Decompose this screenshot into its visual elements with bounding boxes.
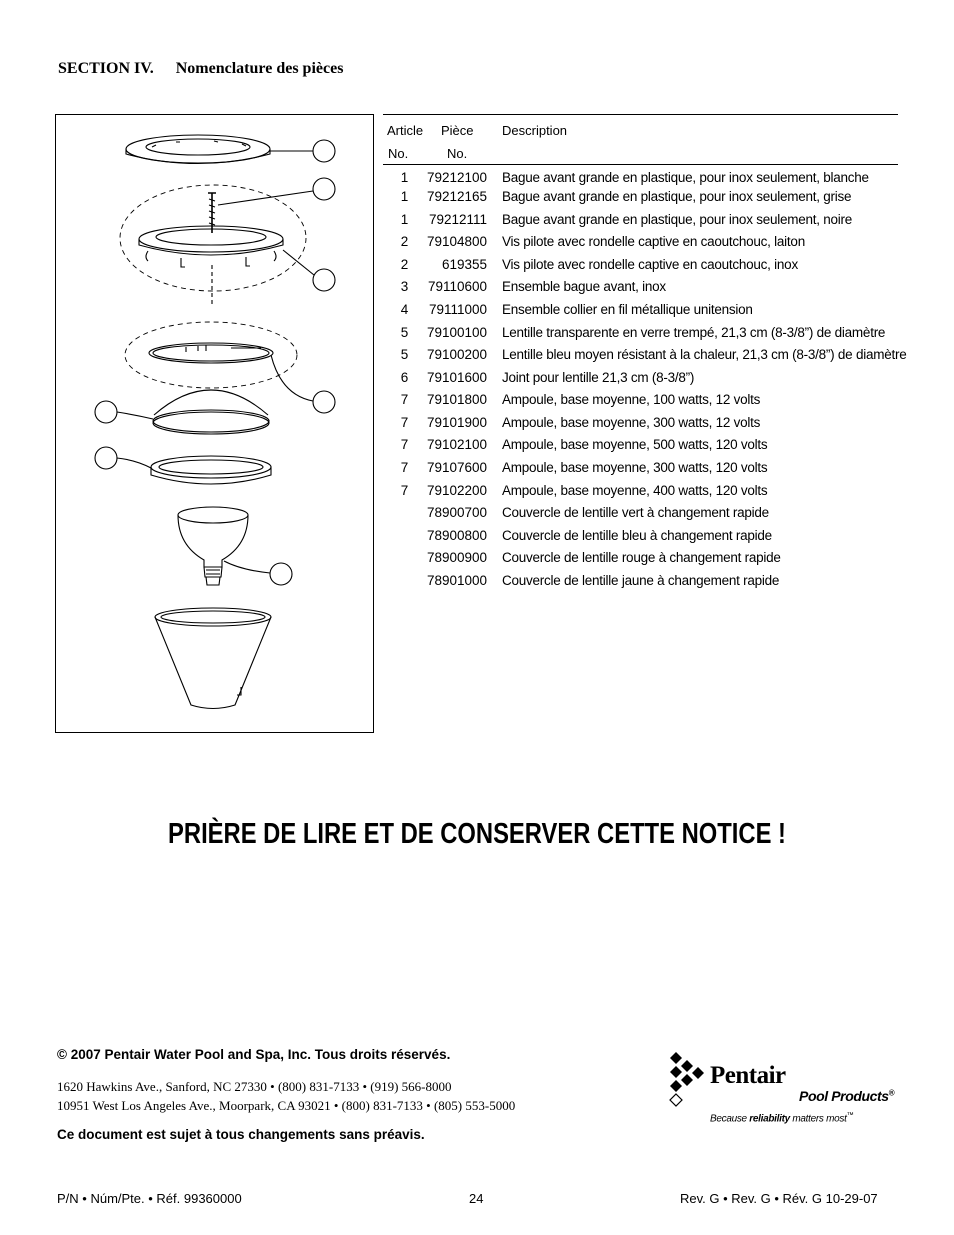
row-article: 1 bbox=[400, 189, 409, 204]
row-piece-number: 79101600 bbox=[427, 370, 488, 385]
row-article: 5 bbox=[400, 347, 409, 362]
row-description: Vis pilote avec rondelle captive en caoutchouc, laiton bbox=[502, 234, 805, 249]
address-moorpark: 10951 West Los Angeles Ave., Moorpark, CA 93021 • (800) 831-7133 • (805) 553-5000 bbox=[57, 1098, 516, 1113]
row-description: Lentille bleu moyen résistant à la chaleur, 21,3 cm (8-3/8”) de diamètre bbox=[502, 347, 907, 362]
logo-products-text: Pool Products bbox=[799, 1088, 889, 1104]
row-article: 1 bbox=[400, 170, 409, 185]
row-description: Vis pilote avec rondelle captive en caoutchouc, inox bbox=[502, 257, 798, 272]
row-description: Couvercle de lentille vert à changement rapide bbox=[502, 505, 769, 520]
table-row bbox=[383, 573, 898, 593]
logo-tagline bbox=[710, 1112, 853, 1124]
table-row bbox=[383, 347, 907, 367]
copyright: © 2007 Pentair Water Pool and Spa, Inc. Tous droits réservés. bbox=[57, 1047, 451, 1062]
row-piece-number: 78900900 bbox=[427, 550, 488, 565]
header-piece: Pièce bbox=[441, 123, 474, 138]
table-row bbox=[383, 279, 898, 299]
gasket-drawing bbox=[151, 456, 271, 484]
row-piece-number: 79107600 bbox=[427, 460, 488, 475]
pentair-diamond-icon bbox=[668, 1050, 708, 1110]
row-piece-number: 79101800 bbox=[427, 392, 488, 407]
row-description: Couvercle de lentille jaune à changement rapide bbox=[502, 573, 780, 588]
row-piece-number: 78900700 bbox=[427, 505, 488, 520]
pentair-logo bbox=[668, 1048, 900, 1130]
section-label: SECTION IV. bbox=[58, 60, 154, 77]
wire-collar-drawing bbox=[149, 343, 273, 363]
row-piece-number: 619355 bbox=[441, 257, 487, 272]
row-article: 2 bbox=[400, 234, 409, 249]
header-article-no: No. bbox=[388, 146, 409, 161]
registered-mark: ® bbox=[888, 1088, 895, 1098]
subject-to-change-notice: Ce document est sujet à tous changements sans préavis. bbox=[57, 1127, 425, 1142]
row-piece-number: 79104800 bbox=[427, 234, 488, 249]
row-article: 7 bbox=[400, 437, 409, 452]
row-article: 7 bbox=[400, 415, 409, 430]
bulb-drawing bbox=[178, 507, 248, 585]
table-row bbox=[383, 483, 898, 503]
header-description: Description bbox=[502, 123, 568, 138]
row-description: Couvercle de lentille rouge à changement rapide bbox=[502, 550, 781, 565]
row-description: Bague avant grande en plastique, pour inox seulement, noire bbox=[502, 212, 853, 227]
table-row bbox=[383, 460, 898, 480]
row-piece-number: 78901000 bbox=[427, 573, 488, 588]
tagline-bold: reliability bbox=[749, 1113, 790, 1125]
revision: Rev. G • Rev. G • Rév. G 10-29-07 bbox=[680, 1191, 878, 1206]
exploded-view-drawing bbox=[56, 115, 373, 732]
row-description: Ampoule, base moyenne, 300 watts, 120 volts bbox=[502, 460, 768, 475]
row-description: Lentille transparente en verre trempé, 21,3 cm (8-3/8”) de diamètre bbox=[502, 325, 886, 340]
row-piece-number: 79110600 bbox=[427, 279, 487, 294]
row-article: 7 bbox=[400, 483, 409, 498]
row-article: 2 bbox=[400, 257, 409, 272]
row-piece-number: 79111000 bbox=[428, 302, 487, 317]
row-article: 7 bbox=[400, 392, 409, 407]
row-description: Ampoule, base moyenne, 500 watts, 120 volts bbox=[502, 437, 768, 452]
logo-brand: Pentair bbox=[710, 1062, 786, 1089]
row-article: 7 bbox=[400, 460, 409, 475]
page-number: 24 bbox=[469, 1191, 484, 1206]
notice-heading: PRIÈRE DE LIRE ET DE CONSERVER CETTE NOTICE ! bbox=[168, 818, 786, 850]
row-description: Couvercle de lentille bleu à changement rapide bbox=[502, 528, 772, 543]
trademark-mark: ™ bbox=[846, 1112, 854, 1119]
row-description: Ampoule, base moyenne, 300 watts, 12 volts bbox=[502, 415, 761, 430]
table-row bbox=[383, 437, 898, 457]
lens-drawing bbox=[153, 390, 269, 434]
exploded-parts-diagram bbox=[55, 114, 374, 733]
row-article: 1 bbox=[400, 212, 409, 227]
table-row bbox=[383, 550, 898, 570]
niche-housing-drawing bbox=[155, 608, 271, 709]
row-piece-number: 79212165 bbox=[427, 189, 488, 204]
header-article: Article bbox=[387, 123, 424, 138]
row-article: 3 bbox=[400, 279, 409, 294]
row-piece-number: 79212100 bbox=[427, 170, 488, 185]
table-row bbox=[383, 302, 898, 322]
row-piece-number: 79101900 bbox=[427, 415, 488, 430]
part-number: P/N • Núm/Pte. • Réf. 99360000 bbox=[57, 1191, 242, 1206]
row-piece-number: 79100200 bbox=[427, 347, 488, 362]
row-article: 5 bbox=[400, 325, 409, 340]
front-ring-drawing bbox=[126, 135, 270, 164]
row-piece-number: 79102200 bbox=[427, 483, 488, 498]
row-article: 4 bbox=[400, 302, 409, 317]
header-piece-no: No. bbox=[447, 146, 468, 161]
table-row bbox=[383, 212, 898, 232]
table-row bbox=[383, 528, 898, 548]
logo-products bbox=[799, 1088, 894, 1104]
pilot-screw-drawing bbox=[208, 193, 216, 305]
row-description: Ensemble bague avant, inox bbox=[502, 279, 666, 294]
row-description: Ampoule, base moyenne, 400 watts, 120 volts bbox=[502, 483, 768, 498]
row-description: Ensemble collier en fil métallique unitension bbox=[502, 302, 753, 317]
table-header-rule bbox=[383, 164, 898, 165]
section-heading bbox=[58, 60, 343, 78]
row-description: Bague avant grande en plastique, pour inox seulement, blanche bbox=[502, 170, 869, 185]
row-article: 6 bbox=[400, 370, 409, 385]
table-top-rule bbox=[383, 114, 898, 115]
table-row bbox=[383, 392, 898, 412]
address-sanford: 1620 Hawkins Ave., Sanford, NC 27330 • (800) 831-7133 • (919) 566-8000 bbox=[57, 1079, 452, 1094]
tagline-pre: Because bbox=[710, 1113, 750, 1125]
table-row bbox=[383, 170, 898, 190]
tagline-post: matters most bbox=[789, 1113, 847, 1125]
table-row bbox=[383, 505, 898, 525]
table-row bbox=[383, 415, 898, 435]
table-row bbox=[383, 257, 898, 277]
row-piece-number: 79212111 bbox=[428, 212, 487, 227]
row-piece-number: 79100100 bbox=[427, 325, 488, 340]
row-piece-number: 79102100 bbox=[427, 437, 488, 452]
table-row bbox=[383, 234, 898, 254]
row-description: Bague avant grande en plastique, pour inox seulement, grise bbox=[502, 189, 852, 204]
table-row bbox=[383, 189, 898, 209]
table-row bbox=[383, 325, 898, 345]
table-row bbox=[383, 370, 898, 390]
row-description: Ampoule, base moyenne, 100 watts, 12 volts bbox=[502, 392, 761, 407]
row-description: Joint pour lentille 21,3 cm (8-3/8”) bbox=[502, 370, 695, 385]
ring-assembly-drawing bbox=[139, 226, 283, 267]
row-piece-number: 78900800 bbox=[427, 528, 488, 543]
section-title: Nomenclature des pièces bbox=[175, 60, 344, 77]
